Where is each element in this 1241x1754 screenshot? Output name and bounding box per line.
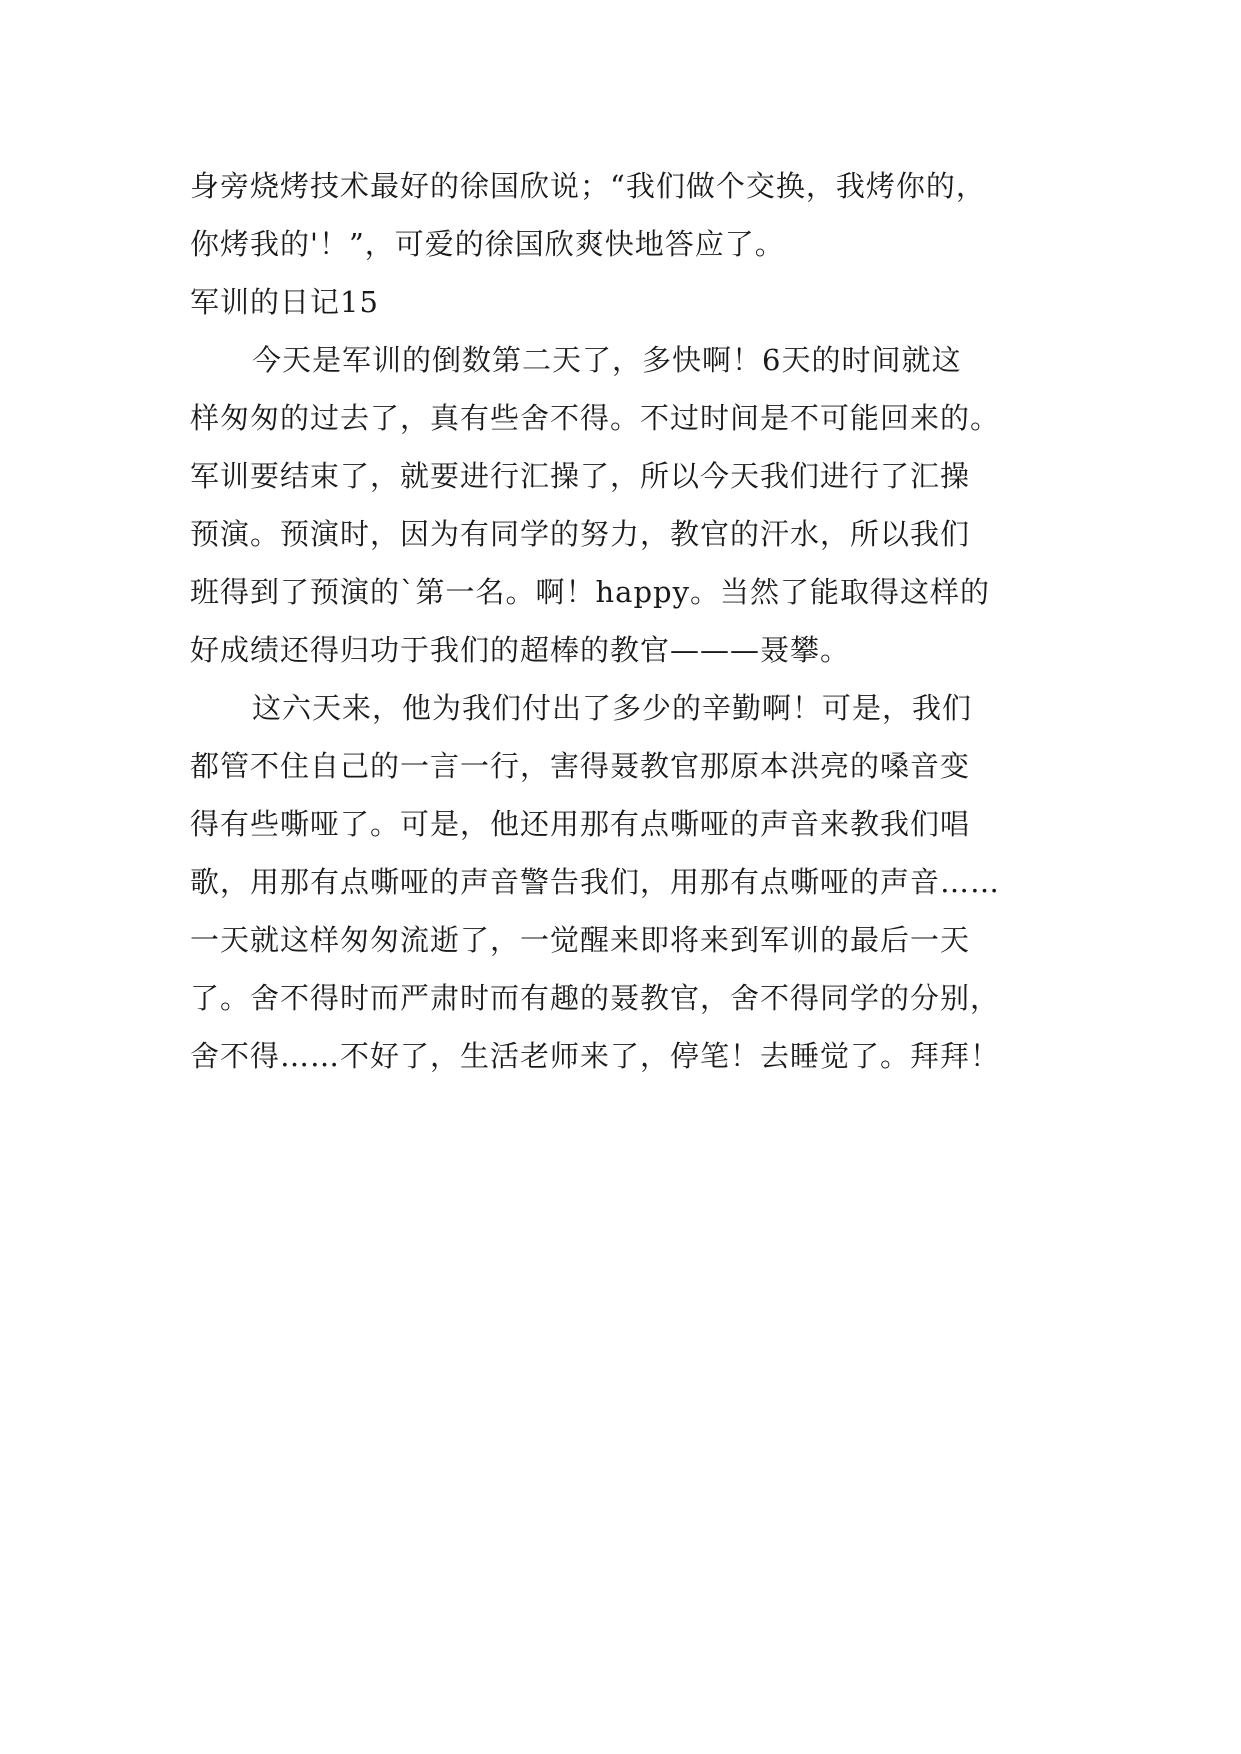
paragraph-line: 了。舍不得时而严肃时而有趣的聂教官，舍不得同学的分别， <box>190 981 1001 1015</box>
section-title: 军训的日记15 <box>190 285 379 319</box>
paragraph-line: 好成绩还得归功于我们的超棒的教官———聂攀。 <box>190 633 851 667</box>
continuation-line: 你烤我的'！”，可爱的徐国欣爽快地答应了。 <box>190 227 785 261</box>
paragraph-line: 样匆匆的过去了，真有些舍不得。不过时间是不可能回来的。 <box>190 401 1001 435</box>
paragraph-line: 军训要结束了，就要进行汇操了，所以今天我们进行了汇操 <box>190 459 971 493</box>
paragraph-line: 今天是军训的倒数第二天了，多快啊！6天的时间就这 <box>252 343 962 377</box>
paragraph-line: 都管不住自己的一言一行，害得聂教官那原本洪亮的嗓音变 <box>190 749 971 783</box>
paragraph-line: 舍不得……不好了，生活老师来了，停笔！去睡觉了。拜拜！ <box>190 1039 1001 1073</box>
paragraph-line: 班得到了预演的`第一名。啊！happy。当然了能取得这样的 <box>190 575 990 609</box>
document-body <box>190 157 1060 1085</box>
paragraph <box>190 679 1060 1085</box>
paragraph-line: 得有些嘶哑了。可是，他还用那有点嘶哑的声音来教我们唱 <box>190 807 971 841</box>
continuation-line: 身旁烧烤技术最好的徐国欣说；“我们做个交换，我烤你的， <box>190 169 986 203</box>
paragraph-line: 这六天来，他为我们付出了多少的辛勤啊！可是，我们 <box>252 691 973 725</box>
paragraph-line: 一天就这样匆匆流逝了，一觉醒来即将来到军训的最后一天 <box>190 923 971 957</box>
paragraph-line: 预演。预演时，因为有同学的努力，教官的汗水，所以我们 <box>190 517 971 551</box>
paragraph <box>190 331 1060 679</box>
paragraph-line: 歌，用那有点嘶哑的声音警告我们，用那有点嘶哑的声音…… <box>190 865 1001 899</box>
